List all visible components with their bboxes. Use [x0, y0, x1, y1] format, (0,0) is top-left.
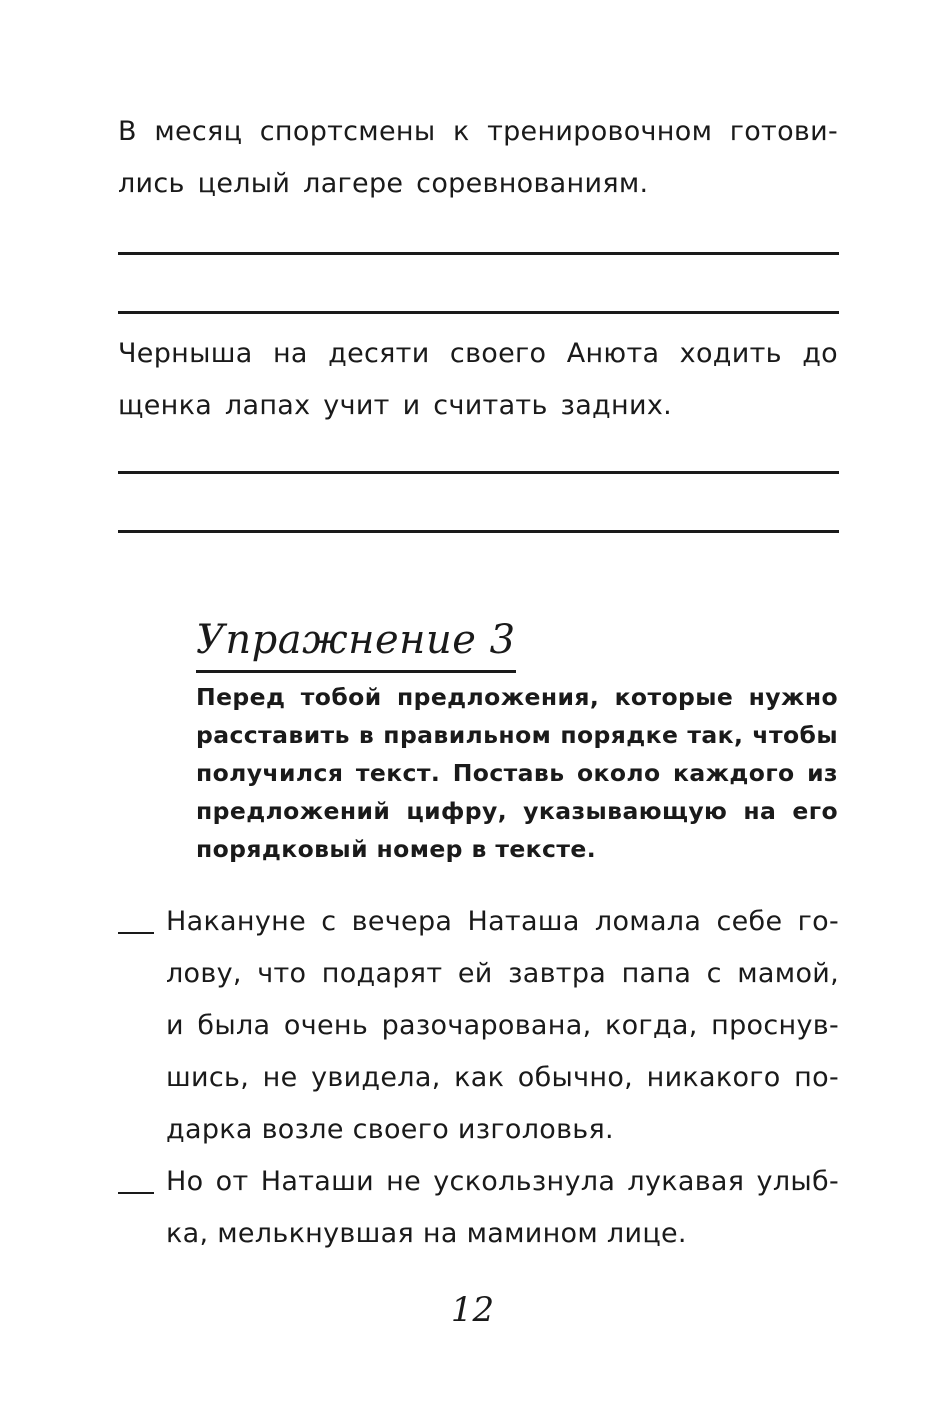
exercise-instruction: [196, 678, 838, 868]
answer-line[interactable]: [118, 252, 839, 255]
item-line: Но от Наташи не ускользнула лукавая улыб-: [166, 1166, 839, 1197]
instruction-line: предложений цифру, указывающую на его: [196, 797, 838, 825]
sentence-task-1: [118, 106, 838, 210]
sentence-task-2-line-2: щенка лапах учит и считать задних.: [118, 390, 672, 421]
sentence-task-1-line-1: В месяц спортсмены к тренировочном готови-: [118, 116, 838, 147]
instruction-line: порядковый номер в тексте.: [196, 835, 597, 863]
item-line: шись, не увидела, как обычно, никакого по-: [166, 1062, 839, 1093]
answer-line[interactable]: [118, 311, 839, 314]
item-line: ка, мелькнувшая на мамином лице.: [166, 1218, 687, 1249]
ordering-item-text: [166, 896, 839, 1156]
sentence-task-2-line-1: Черныша на десяти своего Анюта ходить до: [118, 338, 838, 369]
page-number: 12: [450, 1290, 495, 1330]
item-line: Накануне с вечера Наташа ломала себе го-: [166, 906, 839, 937]
instruction-line: получился текст. Поставь около каждого из: [196, 759, 838, 787]
instruction-line: Перед тобой предложения, которые нужно: [196, 683, 838, 711]
exercise-title: Упражнение 3: [196, 612, 516, 673]
ordering-item-text: [166, 1156, 839, 1260]
item-line: лову, что подарят ей завтра папа с мамой,: [166, 958, 839, 989]
sentence-task-1-line-2: лись целый лагере соревнованиям.: [118, 168, 649, 199]
sentence-task-2: [118, 328, 838, 432]
item-line: и была очень разочарована, когда, проснув-: [166, 1010, 839, 1041]
item-line: дарка возле своего изголовья.: [166, 1114, 614, 1145]
answer-line[interactable]: [118, 530, 839, 533]
instruction-line: расставить в правильном порядке так, чтобы: [196, 721, 838, 749]
answer-line[interactable]: [118, 471, 839, 474]
number-blank[interactable]: [118, 932, 154, 934]
number-blank[interactable]: [118, 1192, 154, 1194]
